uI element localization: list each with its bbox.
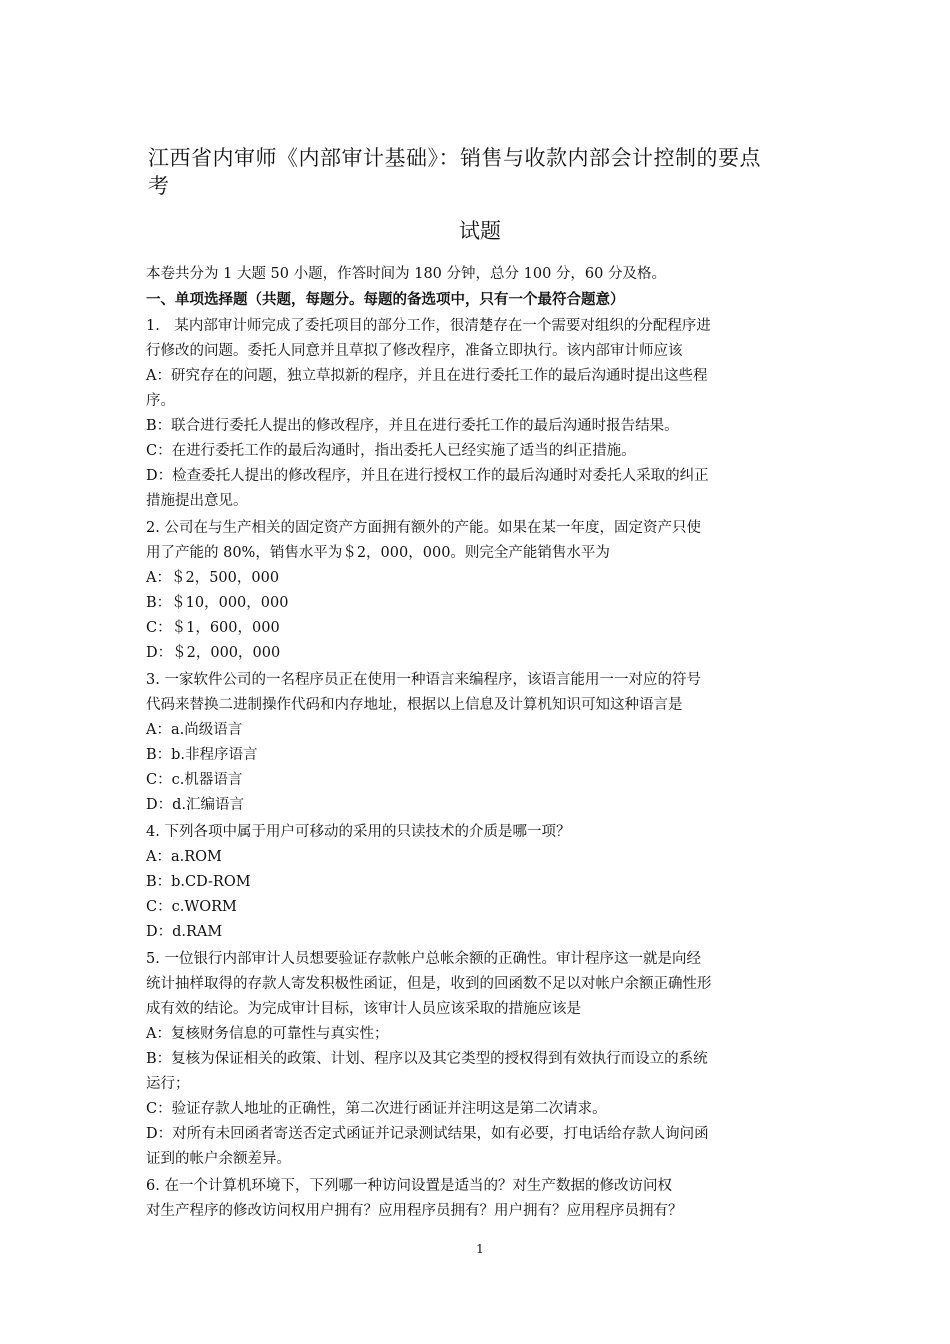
question-3 <box>146 668 821 818</box>
answer-option-line: D：d.RAM <box>146 924 223 940</box>
answer-option-line: A：＄2，500，000 <box>146 570 280 586</box>
question-stem-line: 5. 一位银行内部审计人员想要验证存款帐户总帐余额的正确性。审计程序这一就是向经 <box>146 951 701 967</box>
question-1 <box>146 314 821 514</box>
title-line-1: 江西省内审师《内部审计基础》：销售与收款内部会计控制的要点 <box>148 146 761 170</box>
document-title <box>148 144 828 200</box>
question-4 <box>146 820 821 945</box>
answer-option-line: B：b.CD-ROM <box>146 874 251 890</box>
question-stem-line: 成有效的结论。为完成审计目标，该审计人员应该采取的措施应该是 <box>146 1001 581 1017</box>
answer-option-line: C：c.WORM <box>146 899 237 915</box>
answer-option-line: B：联合进行委托人提出的修改程序，并且在进行委托工作的最后沟通时报告结果。 <box>146 418 679 434</box>
question-list <box>146 314 821 1224</box>
question-stem-line: 用了产能的 80%，销售水平为＄2，000，000。则完全产能销售水平为 <box>146 545 610 561</box>
answer-option-line: B：复核为保证相关的政策、计划、程序以及其它类型的授权得到有效执行而设立的系统 <box>146 1051 708 1067</box>
exam-intro: 本卷共分为 1 大题 50 小题，作答时间为 180 分钟，总分 100 分，60 分及格。 <box>146 266 666 282</box>
question-stem-line: 1. 某内部审计师完成了委托项目的部分工作，很清楚存在一个需要对组织的分配程序进 <box>146 318 711 334</box>
answer-option-line: 运行； <box>146 1076 190 1092</box>
answer-option-line: C：c.机器语言 <box>146 772 243 788</box>
answer-option-line: 序。 <box>146 393 175 409</box>
question-2 <box>146 516 821 666</box>
document-subtitle: 试题 <box>459 219 501 243</box>
answer-option-line: C：＄1，600，000 <box>146 620 280 636</box>
question-6 <box>146 1174 821 1224</box>
question-5 <box>146 947 821 1172</box>
question-stem-line: 行修改的问题。委托人同意并且草拟了修改程序，准备立即执行。该内部审计师应该 <box>146 343 683 359</box>
answer-option-line: D：对所有未回函者寄送否定式函证并记录测试结果，如有必要，打电话给存款人询问函 <box>146 1126 709 1142</box>
section-header: 一、单项选择题（共题，每题分。每题的备选项中，只有一个最符合题意） <box>146 291 625 308</box>
question-stem-line: 代码来替换二进制操作代码和内存地址，根据以上信息及计算机知识可知这种语言是 <box>146 697 683 713</box>
answer-option-line: D：d.汇编语言 <box>146 797 245 813</box>
document-body <box>146 262 821 1224</box>
answer-option-line: 证到的帐户余额差异。 <box>146 1151 291 1167</box>
page-number: 1 <box>476 1242 484 1256</box>
answer-option-line: D：检查委托人提出的修改程序，并且在进行授权工作的最后沟通时对委托人采取的纠正 <box>146 468 709 484</box>
answer-option-line: A：a.ROM <box>146 849 222 865</box>
answer-option-line: B：b.非程序语言 <box>146 747 258 763</box>
answer-option-line: C：验证存款人地址的正确性，第二次进行函证并注明这是第二次请求。 <box>146 1101 607 1117</box>
question-stem-line: 2. 公司在与生产相关的固定资产方面拥有额外的产能。如果在某一年度，固定资产只使 <box>146 520 701 536</box>
title-line-2: 考 <box>148 174 170 198</box>
answer-option-line: A：研究存在的问题，独立草拟新的程序，并且在进行委托工作的最后沟通时提出这些程 <box>146 368 708 384</box>
answer-option-line: A：复核财务信息的可靠性与真实性； <box>146 1026 389 1042</box>
answer-option-line: A：a.尚级语言 <box>146 722 243 738</box>
question-stem-line: 3. 一家软件公司的一名程序员正在使用一种语言来编程序，该语言能用一一对应的符号 <box>146 672 701 688</box>
question-stem-line: 6. 在一个计算机环境下，下列哪一种访问设置是适当的？对生产数据的修改访问权 <box>146 1178 672 1194</box>
question-stem-line: 4. 下列各项中属于用户可移动的采用的只读技术的介质是哪一项？ <box>146 824 571 840</box>
answer-option-line: B：＄10，000，000 <box>146 595 289 611</box>
question-stem-line: 统计抽样取得的存款人寄发积极性函证，但是，收到的回函数不足以对帐户余额正确性形 <box>146 976 712 992</box>
question-stem-line: 对生产程序的修改访问权用户拥有？应用程序员拥有？用户拥有？应用程序员拥有？ <box>146 1203 683 1219</box>
answer-option-line: C：在进行委托工作的最后沟通时，指出委托人已经实施了适当的纠正措施。 <box>146 443 636 459</box>
answer-option-line: 措施提出意见。 <box>146 493 248 509</box>
answer-option-line: D：＄2，000，000 <box>146 645 281 661</box>
